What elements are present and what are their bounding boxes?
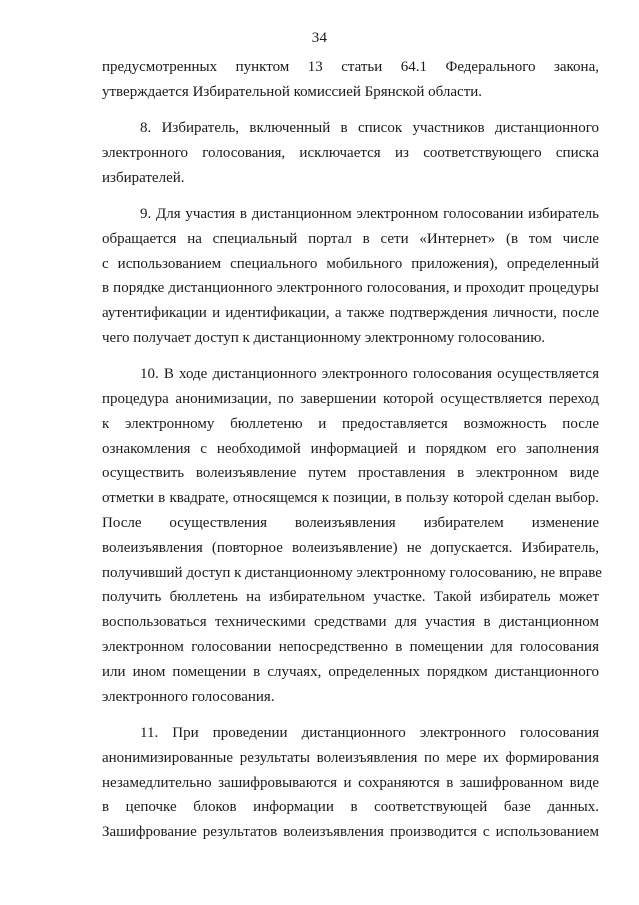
text-line: После осуществления волеизъявления избирателем изменение	[102, 515, 599, 532]
paragraph-11	[102, 721, 599, 845]
paragraph-continuation	[102, 55, 599, 105]
document-body	[102, 55, 602, 845]
text-line: 10. В ходе дистанционного электронного голосования осуществляется	[140, 366, 599, 383]
text-line: в порядке дистанционного электронного голосования, и проходит процедуры	[102, 280, 599, 297]
page-number: 34	[311, 30, 328, 46]
text-line: осуществить волеизъявление путем проставления в электронном виде	[102, 465, 599, 482]
text-line: Зашифрование результатов волеизъявления производится с использованием	[102, 824, 599, 841]
text-line: к электронному бюллетеню и предоставляется возможность после	[102, 415, 599, 432]
paragraph-10	[102, 362, 602, 709]
text-line: незамедлительно зашифровываются и сохраняются в зашифрованном виде	[102, 774, 599, 791]
text-line: электронного голосования, исключается из соответствующего списка	[102, 144, 599, 161]
text-line: утверждается Избирательной комиссией Брянской области.	[102, 83, 483, 100]
text-line: избирателей.	[102, 169, 185, 186]
text-line: получивший доступ к дистанционному электронному голосованию, не вправе	[102, 564, 602, 581]
text-line: электронного голосования.	[102, 688, 275, 705]
text-line: волеизъявления (повторное волеизъявление) не допускается. Избиратель,	[102, 539, 599, 556]
text-line: воспользоваться техническими средствами для участия в дистанционном	[102, 614, 599, 631]
text-line: анонимизированные результаты волеизъявления по мере их формирования	[102, 749, 599, 766]
text-line: в цепочке блоков информации в соответствующей базе данных.	[102, 799, 599, 816]
text-line: электронном голосовании непосредственно в помещении для голосования	[102, 639, 599, 656]
paragraph-8	[102, 116, 599, 190]
text-line: 11. При проведении дистанционного электронного голосования	[140, 724, 599, 741]
text-line: получить бюллетень на избирательном участке. Такой избиратель может	[102, 589, 599, 606]
text-line: обращается на специальный портал в сети «Интернет» (в том числе	[102, 230, 599, 247]
text-line: процедура анонимизации, по завершении которой осуществляется переход	[102, 391, 599, 408]
text-line: с использованием специального мобильного приложения), определенный	[102, 255, 599, 272]
text-line: ознакомления с необходимой информацией и порядком его заполнения	[102, 440, 599, 457]
text-line: 8. Избиратель, включенный в список участников дистанционного	[140, 120, 599, 137]
text-line: или ином помещении в случаях, определенных порядком дистанционного	[102, 663, 599, 680]
text-line: 9. Для участия в дистанционном электронном голосовании избиратель	[140, 205, 599, 222]
text-line: отметки в квадрате, относящемся к позиции, в пользу которой сделан выбор.	[102, 490, 599, 507]
text-line: предусмотренных пунктом 13 статьи 64.1 Федерального закона,	[102, 59, 599, 75]
paragraph-9	[102, 202, 599, 351]
text-line: аутентификации и идентификации, а также подтверждения личности, после	[102, 305, 599, 322]
text-line: чего получает доступ к дистанционному электронному голосованию.	[102, 329, 546, 346]
